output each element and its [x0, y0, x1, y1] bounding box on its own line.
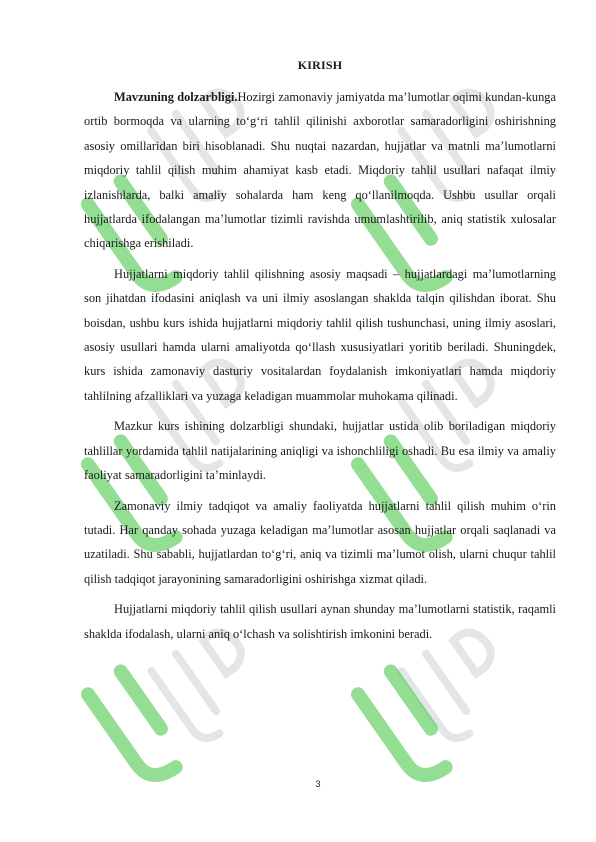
paragraph-methods [84, 597, 556, 646]
paragraph-relevance [84, 85, 556, 256]
paragraph-text: Zamonaviy ilmiy tadqiqot va amaliy faoliyatda hujjatlarni tahlil qilish muhim o‘rin tutadi. Har qanday sohada yuzaga keladigan ma’lumotlar asosan hujjatlar orqali saqlanadi va uzatiladi. Shu sababli, hujjatlardan to‘g‘ri, aniq va tizimli ma’lumot olish, ularni chuqur tahlil qilish tadqiqot jarayonining samaradorligini oshirishga xizmat qiladi. [84, 498, 556, 586]
document-body [84, 58, 556, 652]
paragraph-text: Mazkur kurs ishining dolzarbligi shundaki, hujjatlar ustida olib boriladigan miqdoriy tahlillar yordamida tahlil natijalarining aniqligi va ishonchliligi oshadi. Bu esa ilmiy va amaliy faoliyat samaradorligini ta’minlaydi. [84, 419, 556, 483]
paragraph-significance [84, 414, 556, 487]
section-title: KIRISH [297, 58, 343, 72]
paragraph-purpose [84, 262, 556, 408]
page-number: 3 [315, 779, 321, 789]
paragraph-text: Hozirgi zamonaviy jamiyatda ma’lumotlar oqimi kundan-kunga ortib bormoqda va ularning to‘g‘ri tahlil qilinishi axborotlar samaradorligini oshirishning asosiy omillaridan biri hisoblanadi. Shu nuqtai nazardan, hujjatlar va matnli ma’lumotlarni miqdoriy tahlil qilish muhim ahamiyat kasb etadi. Miqdoriy tahlil usullari nafaqat ilmiy izlanishlarda, balki amaliy sohalarda ham keng qo‘llanilmoqda. Ushbu usullar orqali hujjatlarda ifodalangan ma’lumotlar tizimli ravishda umumlashtirilib, aniq statistik xulosalar chiqarishga erishiladi. [84, 90, 556, 251]
paragraph-lead: Mavzuning dolzarbligi. [114, 90, 238, 104]
paragraph-research-role [84, 494, 556, 592]
paragraph-text: Hujjatlarni miqdoriy tahlil qilish usullari aynan shunday ma’lumotlarni statistik, raqamli shaklda ifodalash, ularni aniq o‘lchash va solishtirish imkonini beradi. [84, 602, 556, 641]
paragraph-text: Hujjatlarni miqdoriy tahlil qilishning asosiy maqsadi – hujjatlardagi ma’lumotlarning son jihatdan ifodasini aniqlash va uni ilmiy asoslangan shaklda talqin qilishdan iborat. Shu boisdan, ushbu kurs ishida hujjatlarni miqdoriy tahlil qilish tushunchasi, uning ilmiy asoslari, asosiy usullari hamda ularni amaliyotda qo‘llash xususiyatlari yoritib beriladi. Shuningdek, kurs ishida zamonaviy dasturiy vositalardan foydalanish imkoniyatlari hamda miqdoriy tahlilning afzalliklari va yuzaga keladigan muammolar muhokama qilinadi. [84, 266, 556, 403]
